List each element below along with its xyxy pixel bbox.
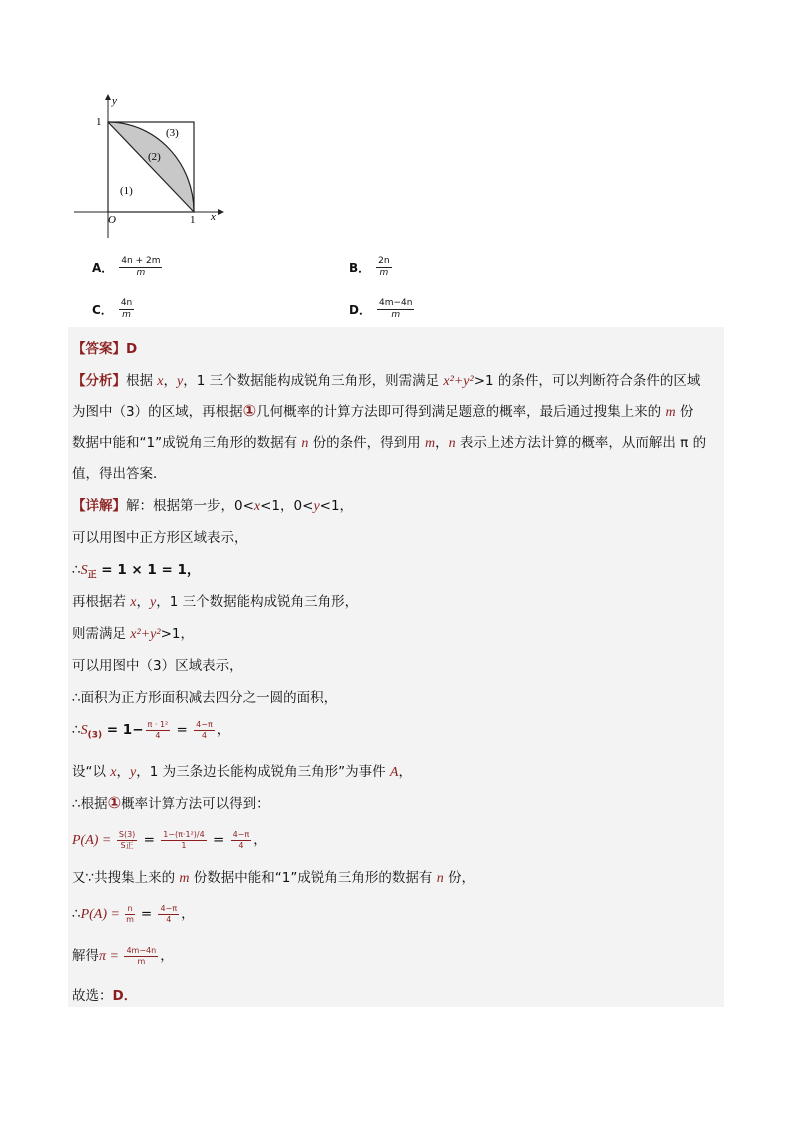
- option-d-fraction: [377, 298, 414, 321]
- option-b-fraction: [376, 256, 391, 279]
- fraction-denominator: 4: [201, 730, 208, 740]
- detail-text: 解：根据第一步，0<: [126, 498, 254, 514]
- detail-text: <1，: [319, 498, 354, 514]
- fraction-numerator: 4−π: [160, 903, 178, 913]
- detail-text: ，1 三个数据能构成锐角三角形，: [156, 594, 359, 610]
- option-a-fraction: [119, 256, 162, 279]
- detail-text: ∴面积为正方形面积减去四分之一圆的面积，: [72, 690, 338, 706]
- answer-value: D: [126, 341, 138, 357]
- fraction-numerator: π · 1²: [147, 719, 169, 729]
- geometry-diagram: [70, 92, 230, 242]
- detail-tag: 【详解】: [72, 498, 126, 514]
- region-1-label: (1): [120, 185, 133, 197]
- option-a-label: A．: [92, 261, 114, 275]
- detail-text: ，: [398, 764, 412, 780]
- var-n: n: [448, 436, 456, 451]
- detail-line-15: [72, 984, 137, 1004]
- y-axis-label: y: [112, 95, 117, 107]
- fraction: [161, 830, 206, 851]
- analysis-text: ，1 三个数据能构成锐角三角形，则需满足: [183, 373, 444, 389]
- quarter-circle-figure: [70, 92, 230, 246]
- expression: x²+y²: [130, 627, 161, 642]
- fraction: [125, 904, 134, 925]
- subscript: 正: [87, 570, 97, 581]
- probability-expression: P(A) =: [80, 907, 124, 922]
- y-tick-label: 1: [96, 116, 102, 128]
- detail-text: ，: [116, 764, 131, 780]
- detail-line-2: [72, 526, 248, 546]
- analysis-text: 几何概率的计算方法即可得到满足题意的概率，最后通过搜集上来的: [256, 404, 666, 420]
- detail-text: <1，0<: [260, 498, 314, 514]
- fraction-denominator: 4: [155, 730, 161, 740]
- option-a[interactable]: [92, 256, 162, 279]
- var-y: y: [150, 595, 157, 610]
- var-x: x: [253, 499, 261, 514]
- region-2-label: (2): [148, 151, 161, 163]
- option-b[interactable]: [349, 256, 392, 279]
- equals: =: [136, 906, 157, 922]
- option-c[interactable]: [92, 298, 134, 321]
- analysis-text: 数据中能和“1”成锐角三角形的数据有: [72, 435, 302, 451]
- analysis-text: 根据: [126, 373, 158, 389]
- detail-text: 则需满足: [72, 626, 131, 642]
- x-axis-label: x: [211, 211, 216, 223]
- var-m: m: [179, 871, 190, 886]
- final-choice: D．: [112, 988, 138, 1004]
- detail-line-5: [72, 622, 194, 643]
- option-b-numerator: 2n: [378, 256, 390, 266]
- analysis-text: 值，得出答案．: [72, 466, 167, 482]
- answer-tag: 【答案】: [72, 341, 126, 357]
- detail-line-1: [72, 494, 353, 515]
- detail-line-3: [72, 558, 200, 581]
- detail-line-12: [72, 866, 475, 887]
- var-x: x: [110, 765, 117, 780]
- option-b-denominator: m: [379, 268, 389, 278]
- x-tick-label: 1: [190, 214, 196, 226]
- detail-text: 解得: [72, 948, 99, 964]
- option-d[interactable]: [349, 298, 414, 321]
- detail-text: ，: [253, 832, 267, 848]
- var-x: x: [157, 374, 164, 389]
- option-d-label: D．: [349, 303, 371, 317]
- analysis-tag: 【分析】: [72, 373, 126, 389]
- fraction: [146, 720, 171, 741]
- option-c-numerator: 4n: [120, 298, 133, 308]
- probability-expression: P(A) =: [72, 833, 115, 848]
- fraction-denominator: 1: [181, 840, 187, 850]
- option-c-fraction: [119, 298, 134, 321]
- event-a: A: [389, 765, 399, 780]
- var-m: m: [665, 405, 676, 420]
- option-c-denominator: m: [122, 310, 131, 320]
- circled-one: ①: [107, 793, 122, 812]
- y-axis-arrow-icon: [105, 94, 111, 100]
- detail-text: 再根据若: [72, 594, 131, 610]
- var-x: x: [130, 595, 137, 610]
- circled-one: ①: [242, 401, 257, 420]
- option-d-numerator: 4m−4n: [378, 298, 413, 308]
- detail-text: ，1 为三条边长能构成锐角三角形”为事件: [136, 764, 390, 780]
- option-c-label: C．: [92, 303, 113, 317]
- option-a-numerator: 4n + 2m: [121, 256, 161, 266]
- equals: =: [208, 832, 229, 848]
- detail-text: 可以用图中（3）区域表示，: [72, 658, 243, 674]
- analysis-text: ，: [435, 435, 449, 451]
- fraction-numerator: 1−(π·1²)/4: [163, 829, 205, 839]
- option-d-denominator: m: [391, 310, 401, 320]
- var-y: y: [177, 374, 184, 389]
- detail-line-9: [72, 760, 412, 781]
- fraction-denominator: m: [137, 956, 146, 966]
- detail-text: ∴: [72, 906, 81, 922]
- x-axis-arrow-icon: [218, 209, 224, 215]
- fraction-numerator: S(3): [118, 829, 136, 839]
- option-b-label: B．: [349, 261, 371, 275]
- var-y: y: [130, 765, 137, 780]
- detail-text: 概率计算方法可以得到：: [121, 796, 270, 812]
- detail-text: 份数据中能和“1”成锐角三角形的数据有: [189, 870, 437, 886]
- detail-text: ，: [160, 948, 174, 964]
- fraction: [231, 830, 252, 851]
- answer-line: [72, 337, 137, 357]
- detail-text: 可以用图中正方形区域表示，: [72, 530, 248, 546]
- detail-line-7: [72, 686, 337, 706]
- equals: =: [172, 722, 193, 738]
- fraction-numerator: 4−π: [232, 829, 250, 839]
- expression: x²+y²: [443, 374, 474, 389]
- fraction-denominator: S正: [120, 840, 134, 850]
- detail-text: ∴: [72, 722, 81, 738]
- detail-text: >1，: [160, 626, 194, 642]
- detail-text: 又∵共搜集上来的: [72, 870, 180, 886]
- detail-text: 故选：: [72, 988, 113, 1004]
- analysis-text: >1 的条件，可以判断符合条件的区域: [473, 373, 701, 389]
- detail-line-10: [72, 792, 270, 812]
- analysis-line-3: [72, 431, 706, 452]
- fraction-numerator: n: [127, 903, 133, 913]
- analysis-line-4: [72, 462, 167, 482]
- origin-label: O: [108, 214, 116, 226]
- detail-text: 设“以: [72, 764, 111, 780]
- region-3-label: (3): [166, 127, 179, 139]
- detail-line-4: [72, 590, 358, 611]
- analysis-line-1: [72, 369, 700, 390]
- analysis-text: 份的条件，得到用: [308, 435, 425, 451]
- fraction: [158, 904, 179, 925]
- analysis-text: ，: [163, 373, 178, 389]
- subscript: (3): [87, 730, 103, 741]
- analysis-text: 为图中（3）的区域，再根据: [72, 404, 243, 420]
- detail-text: = 1 × 1 = 1，: [96, 562, 201, 578]
- detail-text: ，: [216, 722, 231, 738]
- fraction: [117, 830, 137, 851]
- var-s: S: [80, 563, 88, 578]
- var-s: S: [80, 723, 88, 738]
- fraction-denominator: 4: [166, 914, 172, 924]
- var-n: n: [436, 871, 444, 886]
- fraction-numerator: 4m−4n: [126, 945, 157, 955]
- fraction: [194, 720, 215, 741]
- detail-text: ，: [181, 906, 195, 922]
- analysis-line-2: [72, 400, 693, 421]
- detail-text: ∴: [72, 562, 81, 578]
- detail-line-11: [72, 828, 267, 851]
- fraction-denominator: 4: [238, 840, 244, 850]
- detail-line-6: [72, 654, 243, 674]
- detail-text: = 1−: [102, 722, 144, 738]
- analysis-text: 表示上述方法计算的概率，从而解出 π 的: [455, 435, 707, 451]
- equals: =: [139, 832, 160, 848]
- var-m: m: [424, 436, 436, 451]
- fraction-denominator: m: [126, 914, 134, 924]
- pi-expression: π =: [99, 949, 123, 964]
- fraction: [124, 946, 158, 967]
- detail-line-13: [72, 902, 195, 925]
- detail-text: 份，: [443, 870, 475, 886]
- fraction-numerator: 4−π: [196, 719, 213, 729]
- option-a-denominator: m: [136, 268, 146, 278]
- analysis-text: 份: [675, 404, 694, 420]
- detail-text: ，: [136, 594, 151, 610]
- detail-line-14: [72, 944, 174, 967]
- var-y: y: [313, 499, 320, 514]
- detail-line-8: [72, 718, 230, 741]
- var-n: n: [301, 436, 309, 451]
- detail-text: ∴根据: [72, 796, 108, 812]
